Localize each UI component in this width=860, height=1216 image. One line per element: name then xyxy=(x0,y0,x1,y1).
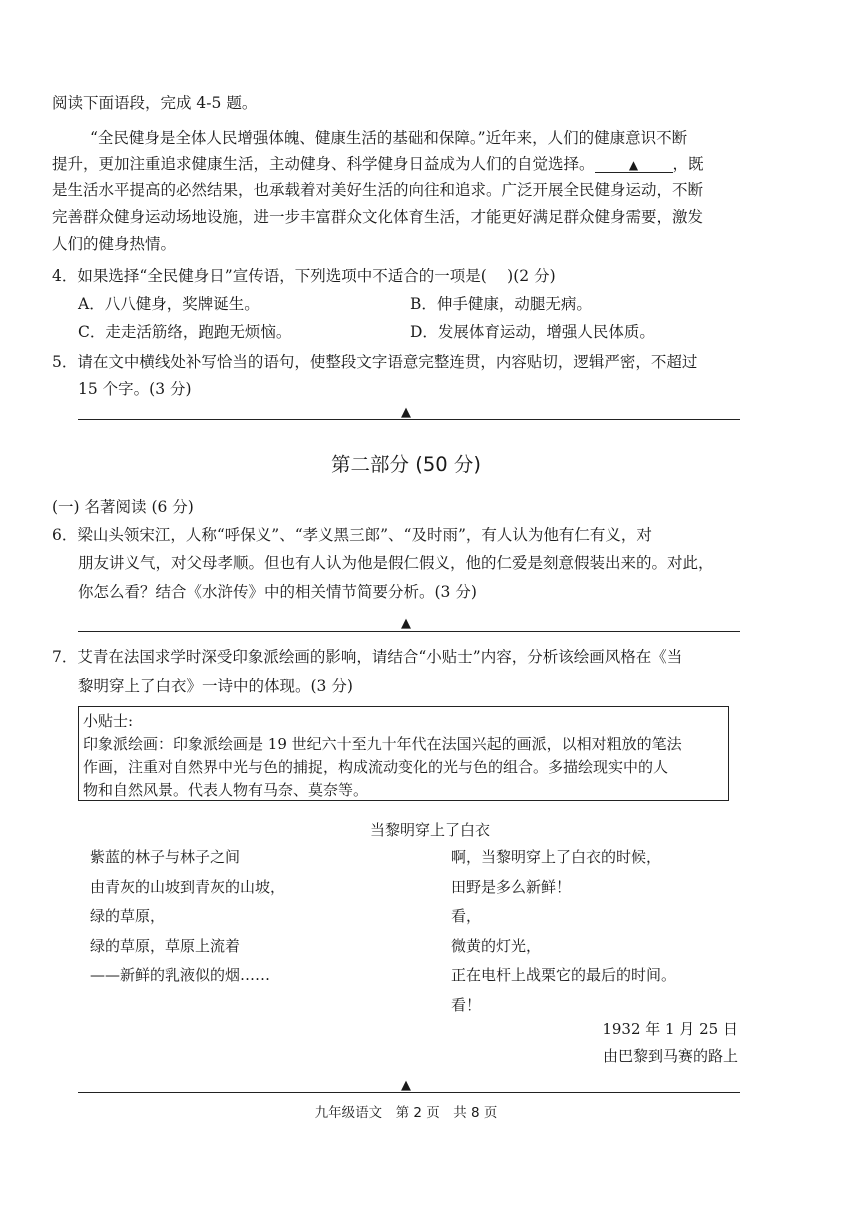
poem-line: 田野是多么新鲜！ xyxy=(451,877,572,896)
page-footer: 九年级语文 第 2 页 共 8 页 xyxy=(314,1105,498,1121)
poem-place: 由巴黎到马赛的路上 xyxy=(602,1047,738,1065)
poem-line: 正在电杆上战栗它的最后的时间。 xyxy=(451,966,677,985)
question-7-line-1: 7．艾青在法国求学时深受印象派绘画的影响，请结合“小贴士”内容，分析该绘画风格在《当 xyxy=(52,648,683,666)
poem-right-column xyxy=(451,843,676,1021)
poem-line: 绿的草原，草原上流着 xyxy=(90,936,241,955)
answer-line-q5 xyxy=(78,419,740,420)
poem-line: 绿的草原， xyxy=(90,907,166,926)
poem-line: 微黄的灯光， xyxy=(451,936,542,955)
question-4-option-d: D．发展体育运动，增强人民体质。 xyxy=(410,323,655,341)
section-heading: (一) 名著阅读 (6 分) xyxy=(52,498,194,516)
poem-line: 紫蓝的林子与林子之间 xyxy=(90,848,241,866)
poem-line: 看！ xyxy=(451,995,482,1014)
answer-mark-q5: ▲ xyxy=(401,405,411,420)
poem-date: 1932 年 1 月 25 日 xyxy=(602,1020,738,1038)
answer-mark-q6: ▲ xyxy=(401,616,411,631)
question-4-option-c: C．走走活筋络，跑跑无烦恼。 xyxy=(78,323,292,341)
question-6-line-2: 朋友讲义气，对父母孝顺。但也有人认为他是假仁假义，他的仁爱是刻意假装出来的。对此， xyxy=(78,554,714,572)
tip-box xyxy=(78,706,729,801)
question-7-line-2: 黎明穿上了白衣》一诗中的体现。(3 分) xyxy=(78,677,353,695)
question-4-option-a: A．八八健身，奖牌诞生。 xyxy=(78,295,260,313)
poem-line: ——新鲜的乳液似的烟…… xyxy=(90,966,271,985)
tip-line-2: 作画，注重对自然界中光与色的捕捉，构成流动变化的光与色的组合。多描绘现实中的人 xyxy=(83,758,669,776)
question-4-stem: 4．如果选择“全民健身日”宣传语，下列选项中不适合的一项是( )(2 分) xyxy=(52,267,556,285)
question-6-line-3: 你怎么看？结合《水浒传》中的相关情节简要分析。(3 分) xyxy=(78,583,477,601)
passage-line-4: 完善群众健身运动场地设施，进一步丰富群众文化体育生活，才能更好满足群众健身需要，激发 xyxy=(52,208,704,226)
question-6-line-1: 6．梁山头领宋江，人称“呼保义”、“孝义黑三郎”、“及时雨”，有人认为他有仁有义，对 xyxy=(52,526,652,544)
passage-line-3: 是生活水平提高的必然结果，也承载着对美好生活的向往和追求。广泛开展全民健身运动，不断 xyxy=(52,181,704,199)
tip-line-1: 印象派绘画：印象派绘画是 19 世纪六十至九十年代在法国兴起的画派，以相对粗放的笔法 xyxy=(83,735,682,753)
poem-title: 当黎明穿上了白衣 xyxy=(369,821,490,839)
passage-line-1: “全民健身是全体人民增强体魄、健康生活的基础和保障。”近年来，人们的健康意识不断 xyxy=(90,129,688,147)
passage-line-2-text: 提升，更加注重追求健康生活，主动健身、科学健身日益成为人们的自觉选择。 xyxy=(52,155,595,173)
fill-in-blank: ▲ xyxy=(595,158,673,173)
poem-line: 啊，当黎明穿上了白衣的时候， xyxy=(451,848,662,866)
passage-line-2-tail: ，既 xyxy=(672,155,704,173)
part-heading: 第二部分 (50 分) xyxy=(331,453,481,476)
question-5-line-2: 15 个字。(3 分) xyxy=(78,380,192,398)
reading-instruction: 阅读下面语段，完成 4-5 题。 xyxy=(52,94,258,112)
poem-line: 由青灰的山坡到青灰的山坡， xyxy=(90,877,286,896)
passage-line-5: 人们的健身热情。 xyxy=(52,235,177,253)
poem-left-column xyxy=(90,843,285,991)
question-5-line-1: 5．请在文中横线处补写恰当的语句，使整段文字语意完整连贯，内容贴切，逻辑严密，不超过 xyxy=(52,353,698,371)
answer-line-q7 xyxy=(78,1092,740,1093)
passage-line-2 xyxy=(52,152,704,174)
answer-line-q6 xyxy=(78,631,740,632)
answer-mark-q7: ▲ xyxy=(401,1078,411,1093)
tip-line-3: 物和自然风景。代表人物有马奈、莫奈等。 xyxy=(83,781,369,799)
question-4-option-b: B．伸手健康，动腿无病。 xyxy=(410,295,592,313)
tip-title: 小贴士: xyxy=(83,712,134,730)
poem-line: 看， xyxy=(451,907,482,926)
